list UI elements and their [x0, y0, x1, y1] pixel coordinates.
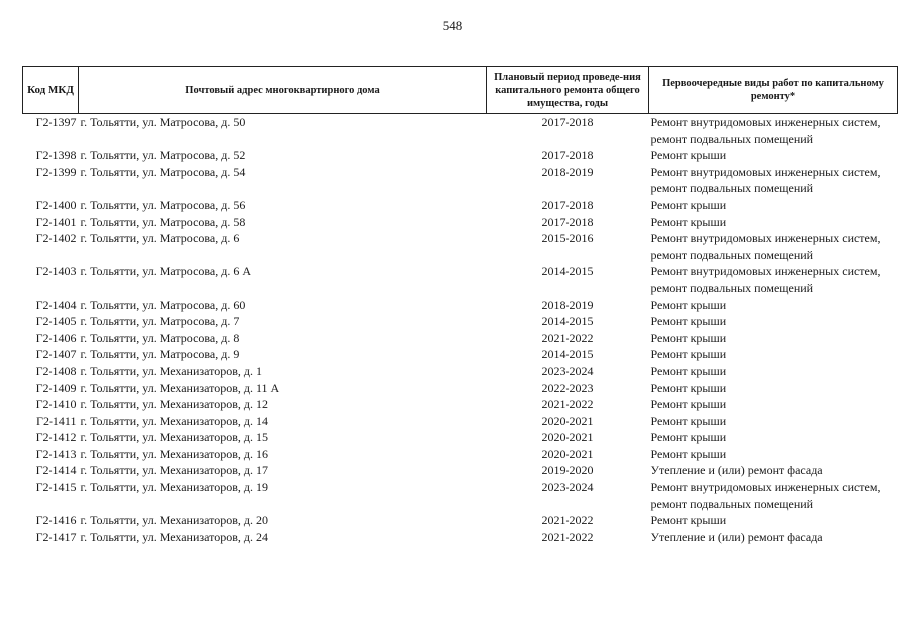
table-row — [23, 446, 898, 463]
cell-code: Г2-1403 — [35, 264, 77, 279]
cell-period: 2021-2022 — [541, 513, 594, 528]
table-row — [23, 164, 898, 197]
cell-works: Ремонт крыши — [650, 413, 727, 428]
table-row — [23, 479, 898, 512]
cell-works: Ремонт крыши — [650, 397, 727, 412]
table-row — [23, 263, 898, 296]
table-row — [23, 230, 898, 263]
cell-period: 2023-2024 — [541, 480, 594, 495]
cell-period: 2014-2015 — [541, 264, 594, 279]
cell-period: 2021-2022 — [541, 529, 594, 544]
cell-period: 2014-2015 — [541, 347, 594, 362]
cell-period: 2020-2021 — [541, 430, 594, 445]
cell-code: Г2-1398 — [35, 148, 77, 163]
cell-works: Ремонт внутридомовых инженерных систем, ремонт подвальных помещений — [650, 264, 881, 295]
table-row — [23, 197, 898, 214]
cell-works: Ремонт крыши — [650, 380, 727, 395]
cell-period: 2014-2015 — [541, 314, 594, 329]
cell-code: Г2-1399 — [35, 164, 77, 179]
cell-code: Г2-1402 — [35, 231, 77, 246]
cell-works: Ремонт крыши — [650, 513, 727, 528]
cell-period: 2018-2019 — [541, 297, 594, 312]
table-row — [23, 380, 898, 397]
cell-works: Ремонт крыши — [650, 446, 727, 461]
cell-code: Г2-1409 — [35, 380, 77, 395]
cell-code: Г2-1405 — [35, 314, 77, 329]
table-row — [23, 462, 898, 479]
cell-works: Ремонт крыши — [650, 330, 727, 345]
table-row — [23, 147, 898, 164]
header-works: Первоочередные виды работ по капитальному ремонту* — [649, 67, 898, 114]
cell-works: Утепление и (или) ремонт фасада — [650, 463, 823, 478]
cell-works: Ремонт внутридомовых инженерных систем, ремонт подвальных помещений — [650, 231, 881, 262]
cell-address: г. Тольятти, ул. Матросова, д. 8 — [80, 330, 240, 345]
cell-works: Ремонт внутридомовых инженерных систем, ремонт подвальных помещений — [650, 115, 881, 146]
cell-address: г. Тольятти, ул. Матросова, д. 58 — [80, 214, 246, 229]
cell-works: Ремонт крыши — [650, 297, 727, 312]
cell-address: г. Тольятти, ул. Механизаторов, д. 20 — [80, 513, 268, 528]
cell-address: г. Тольятти, ул. Матросова, д. 52 — [80, 148, 246, 163]
cell-period: 2021-2022 — [541, 397, 594, 412]
cell-period: 2017-2018 — [541, 197, 594, 212]
cell-period: 2017-2018 — [541, 148, 594, 163]
table-header — [23, 67, 898, 114]
cell-period: 2021-2022 — [541, 330, 594, 345]
cell-address: г. Тольятти, ул. Матросова, д. 50 — [80, 115, 246, 129]
cell-address: г. Тольятти, ул. Механизаторов, д. 19 — [80, 480, 268, 495]
cell-code: Г2-1408 — [35, 363, 77, 378]
cell-works: Ремонт крыши — [650, 214, 727, 229]
cell-address: г. Тольятти, ул. Механизаторов, д. 16 — [80, 446, 268, 461]
cell-address: г. Тольятти, ул. Матросова, д. 56 — [80, 197, 246, 212]
cell-address: г. Тольятти, ул. Механизаторов, д. 15 — [80, 430, 268, 445]
cell-period: 2020-2021 — [541, 413, 594, 428]
table-row — [23, 363, 898, 380]
cell-code: Г2-1416 — [35, 513, 77, 528]
table-row — [23, 313, 898, 330]
cell-period: 2020-2021 — [541, 446, 594, 461]
cell-works: Ремонт крыши — [650, 347, 727, 362]
cell-address: г. Тольятти, ул. Механизаторов, д. 1 — [80, 363, 262, 378]
cell-works: Ремонт крыши — [650, 363, 727, 378]
cell-address: г. Тольятти, ул. Механизаторов, д. 14 — [80, 413, 268, 428]
cell-address: г. Тольятти, ул. Матросова, д. 6 — [80, 231, 240, 246]
cell-works: Ремонт крыши — [650, 148, 727, 163]
cell-code: Г2-1410 — [35, 397, 77, 412]
cell-code: Г2-1400 — [35, 197, 77, 212]
cell-code: Г2-1404 — [35, 297, 77, 312]
header-period: Плановый период проведе-ния капитального ремонта общего имущества, годы — [487, 67, 649, 114]
table-row — [23, 512, 898, 529]
cell-code: Г2-1407 — [35, 347, 77, 362]
cell-works: Ремонт внутридомовых инженерных систем, ремонт подвальных помещений — [650, 480, 881, 511]
cell-period: 2017-2018 — [541, 115, 594, 129]
cell-address: г. Тольятти, ул. Механизаторов, д. 24 — [80, 529, 268, 544]
cell-works: Ремонт крыши — [650, 197, 727, 212]
cell-works: Утепление и (или) ремонт фасада — [650, 529, 823, 544]
cell-address: г. Тольятти, ул. Матросова, д. 9 — [80, 347, 240, 362]
table-row — [23, 413, 898, 430]
table-row — [23, 297, 898, 314]
cell-address: г. Тольятти, ул. Механизаторов, д. 17 — [80, 463, 268, 478]
cell-address: г. Тольятти, ул. Матросова, д. 54 — [80, 164, 246, 179]
cell-works: Ремонт внутридомовых инженерных систем, ремонт подвальных помещений — [650, 164, 881, 196]
cell-address: г. Тольятти, ул. Матросова, д. 7 — [80, 314, 240, 329]
cell-code: Г2-1412 — [35, 430, 77, 445]
header-address: Почтовый адрес многоквартирного дома — [79, 67, 487, 114]
cell-period: 2019-2020 — [541, 463, 594, 478]
table-row — [23, 429, 898, 446]
cell-code: Г2-1414 — [35, 463, 77, 478]
cell-code: Г2-1417 — [35, 529, 77, 544]
cell-code: Г2-1411 — [36, 413, 77, 428]
cell-code: Г2-1406 — [35, 330, 77, 345]
table-row — [23, 346, 898, 363]
cell-period: 2017-2018 — [541, 214, 594, 229]
table-row — [23, 114, 898, 148]
cell-period: 2015-2016 — [541, 231, 594, 246]
table-row — [23, 529, 898, 546]
cell-works: Ремонт крыши — [650, 314, 727, 329]
table-row — [23, 214, 898, 231]
cell-address: г. Тольятти, ул. Матросова, д. 6 А — [80, 264, 251, 279]
cell-code: Г2-1397 — [35, 115, 77, 129]
table-row — [23, 330, 898, 347]
page-number: 548 — [442, 18, 463, 33]
cell-code: Г2-1415 — [35, 480, 77, 495]
cell-address: г. Тольятти, ул. Механизаторов, д. 11 А — [80, 380, 280, 395]
cell-period: 2022-2023 — [541, 380, 594, 395]
table-row — [23, 396, 898, 413]
cell-works: Ремонт крыши — [650, 430, 727, 445]
cell-address: г. Тольятти, ул. Матросова, д. 60 — [80, 297, 246, 312]
cell-code: Г2-1413 — [35, 446, 77, 461]
header-code: Код МКД — [23, 67, 79, 114]
cell-address: г. Тольятти, ул. Механизаторов, д. 12 — [80, 397, 268, 412]
capital-repair-table — [22, 66, 898, 545]
table-body — [23, 114, 898, 546]
cell-code: Г2-1401 — [35, 214, 77, 229]
cell-period: 2018-2019 — [541, 164, 594, 179]
cell-period: 2023-2024 — [541, 363, 594, 378]
